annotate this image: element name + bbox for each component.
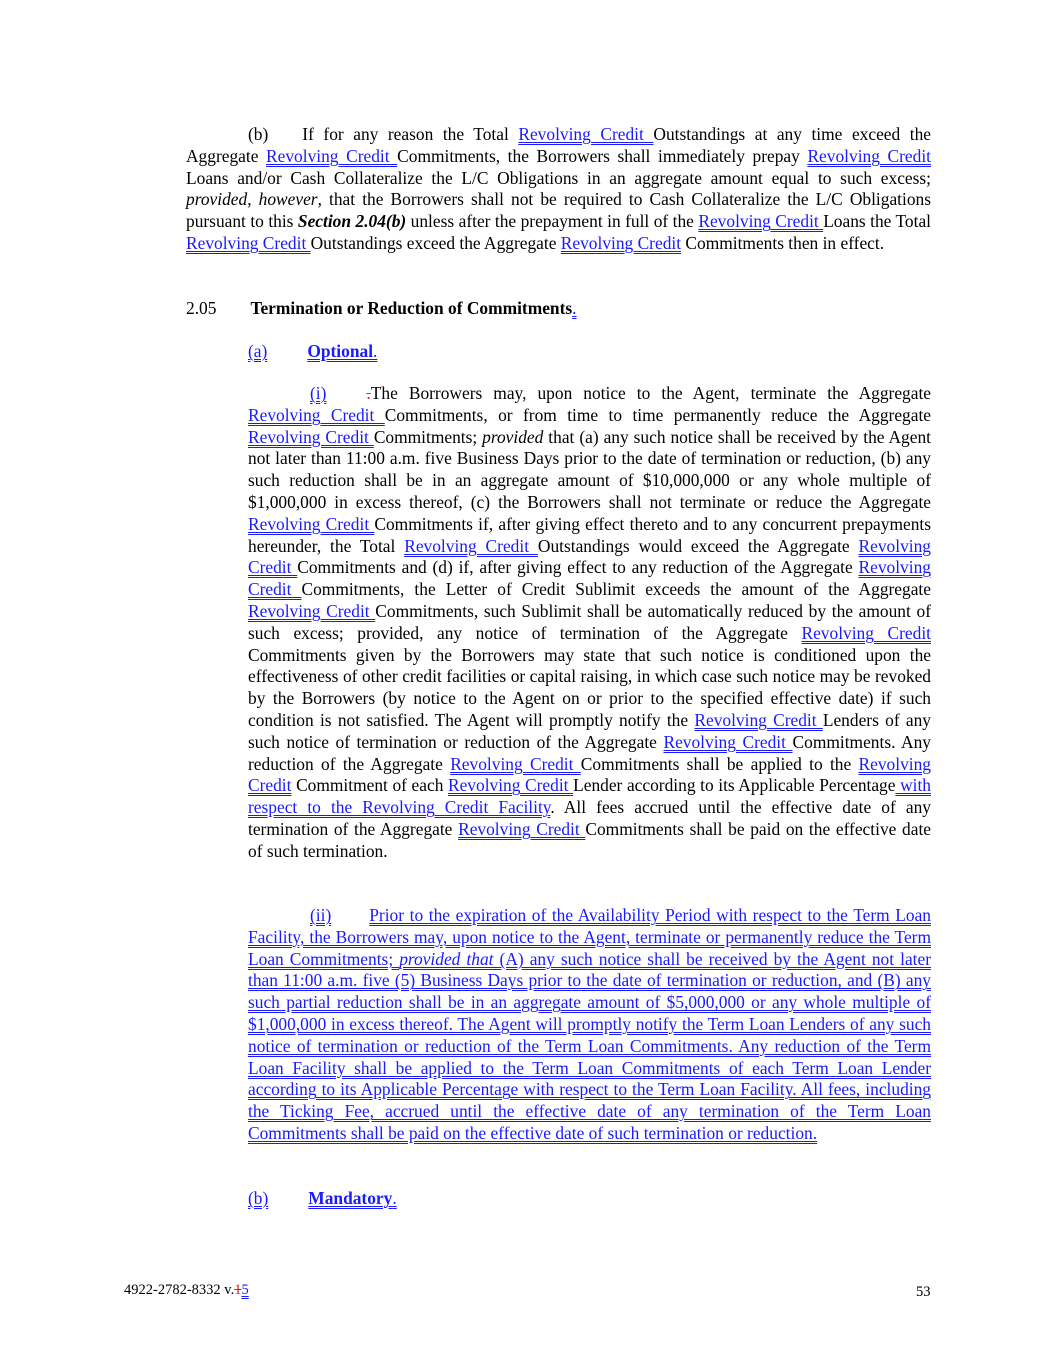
inserted-text: Revolving Credit <box>458 818 586 839</box>
section-number: 2.05 <box>186 298 217 318</box>
old-version: 1 <box>234 1282 242 1298</box>
section-reference: Section 2.04(b) <box>297 211 407 232</box>
section-title: Termination or Reduction of Commitments <box>250 298 573 318</box>
paragraph-b <box>186 124 931 255</box>
doc-id-text: 4922-2782-8332 v. <box>124 1282 235 1298</box>
text-run: Commitments, the Letter of Credit Sublimit exceeds the amount of the Aggregate <box>301 579 931 600</box>
text-run: Lenders of any such notice of termination or reduction of the Aggregate <box>248 709 931 752</box>
subsection-label: (b) <box>248 1188 269 1208</box>
inserted-text: Revolving Credit <box>248 557 931 600</box>
inserted-text: Revolving Credit <box>248 600 376 621</box>
inserted-text: Revolving Credit <box>518 124 654 144</box>
text-run: that (a) any such notice shall be received by the Agent not later than 11:00 a.m. five Business Days prior to the date of termination or reduction, (b) any such reduction shall be in an aggregate amount of $10,000,000 or any whole multiple of $1,000,000 in excess thereof, (c) the Borrowers shall not terminate or reduce the Aggregate <box>248 426 931 512</box>
inserted-text: Revolving Credit <box>248 513 375 534</box>
inserted-text: Revolving Credit <box>447 775 574 796</box>
inserted-text: Revolving Credit <box>807 145 931 166</box>
text-run: (A) any such notice shall be received by the Agent not later than 11:00 a.m. five (5) Business Days prior to the date of termination or reduction, and (B) any such partial reduction shall be in an aggregate amount of $5,000,000 or any whole multiple of $1,000,000 in excess thereof. The Agent will promptly notify the Term Loan Lenders of any such notice of termination or reduction of the Term Loan Commitments. Any reduction of the Term Loan Facility shall be applied to the Term Loan Commitments of each Term Loan Lender according to its Applicable Percentage with respect to the Term Loan Facility. All fees, including the Ticking Fee, accrued until the effective date of any termination of the Term Loan Commitments shall be paid on the effective date of such termination or reduction. <box>248 948 932 1143</box>
italic-text: provided <box>186 189 248 210</box>
inserted-text: Revolving Credit <box>450 753 581 774</box>
inserted-text: Revolving Credit <box>248 404 385 425</box>
inserted-text: Revolving Credit <box>248 426 374 447</box>
deleted-text: . <box>366 383 371 403</box>
item-label: (i) <box>310 383 327 403</box>
subsection-a-heading <box>248 341 377 363</box>
text-run: The Borrowers may, upon notice to the Agent, terminate the Aggregate <box>370 383 931 403</box>
inserted-text: with respect to the Revolving Credit Facility <box>248 775 931 818</box>
document-id <box>124 1282 249 1299</box>
text-run: Outstandings would exceed the Aggregate <box>537 535 859 556</box>
text-run: Loans the Total <box>823 211 932 232</box>
text-run: , <box>247 189 259 210</box>
italic-text: however <box>258 189 318 210</box>
page-number: 53 <box>916 1284 931 1300</box>
text-run: Commitments. Any reduction of the Aggregate <box>248 731 931 774</box>
text-run: Commitments, or from time to time permanently reduce the Aggregate <box>384 404 931 425</box>
subsection-b-heading <box>248 1188 397 1210</box>
item-label: (ii) <box>310 905 332 925</box>
section-heading <box>186 298 577 320</box>
new-version: 5 <box>241 1282 249 1298</box>
text-run: . All fees accrued until the effective date of any termination of the Aggregate <box>248 797 931 839</box>
text-run: Loans and/or Cash Collateralize the L/C Obligations in an aggregate amount equal to such excess; <box>186 167 931 188</box>
italic-text: provided <box>482 426 544 447</box>
subsection-title: Optional <box>307 341 374 361</box>
text-run: Commitments shall be paid on the effective date of such termination. <box>248 818 932 861</box>
text-run: Commitments given by the Borrowers may state that such notice is conditioned upon the effectiveness of other credit facilities or capital raising, in which case such notice may be revoked by the Borrowers (by notice to the Agent on or prior to the specified effective date) if such condition is not satisfied. The Agent will promptly notify the <box>248 644 931 730</box>
italic-text: provided that <box>399 948 494 969</box>
text-run: Lender according to its Applicable Percentage <box>573 775 896 796</box>
inserted-text: Revolving Credit <box>404 535 538 556</box>
text-run: Commitments and (d) if, after giving effect to any reduction of the Aggregate <box>297 557 859 578</box>
text-run: Commitments then in effect. <box>681 232 885 253</box>
inserted-text: Revolving Credit <box>248 753 932 796</box>
inserted-text: Revolving Credit <box>266 145 398 166</box>
text-run: Commitments if, after giving effect thereto and to any concurrent prepayments hereunder, the Total <box>248 513 931 556</box>
text-run: Outstandings exceed the Aggregate <box>310 232 561 253</box>
text-run: Commitment of each <box>291 775 448 796</box>
inserted-text: Revolving Credit <box>801 622 931 643</box>
inserted-text: Revolving Credit <box>186 232 311 253</box>
text-run: Commitments, the Borrowers shall immediately prepay <box>397 145 808 166</box>
item-i <box>248 383 931 863</box>
text-run: Prior to the expiration of the Availability Period with respect to the Term Loan Facility, the Borrowers may, upon notice to the Agent, terminate or permanently reduce the Term Loan Commitments; <box>248 905 931 969</box>
text-run: Outstandings at any time exceed the Aggregate <box>186 124 931 166</box>
text-run: , that the Borrowers shall not be required to Cash Collateralize the L/C Obligations pursuant to this <box>186 189 931 232</box>
inserted-text: Revolving Credit <box>698 211 824 232</box>
text-run: Commitments; <box>373 426 483 447</box>
subsection-label: (a) <box>248 341 268 361</box>
inserted-text: Revolving Credit <box>248 535 931 578</box>
inserted-text: . <box>373 341 378 361</box>
inserted-text: Revolving Credit <box>694 709 823 730</box>
item-ii <box>248 905 931 1145</box>
paragraph-b-label: (b) <box>248 124 269 144</box>
inserted-text: Revolving Credit <box>560 232 682 253</box>
inserted-text: . <box>392 1188 397 1208</box>
inserted-text: Revolving Credit <box>663 731 793 752</box>
subsection-title: Mandatory <box>308 1188 393 1208</box>
text-run: Commitments, such Sublimit shall be automatically reduced by the amount of such excess; provided, any notice of termination of the Aggregate <box>248 600 932 643</box>
text-run: If for any reason the Total <box>302 124 519 144</box>
inserted-text: . <box>572 298 577 318</box>
text-run: unless after the prepayment in full of the <box>406 211 699 232</box>
text-run: Commitments shall be applied to the <box>580 753 859 774</box>
